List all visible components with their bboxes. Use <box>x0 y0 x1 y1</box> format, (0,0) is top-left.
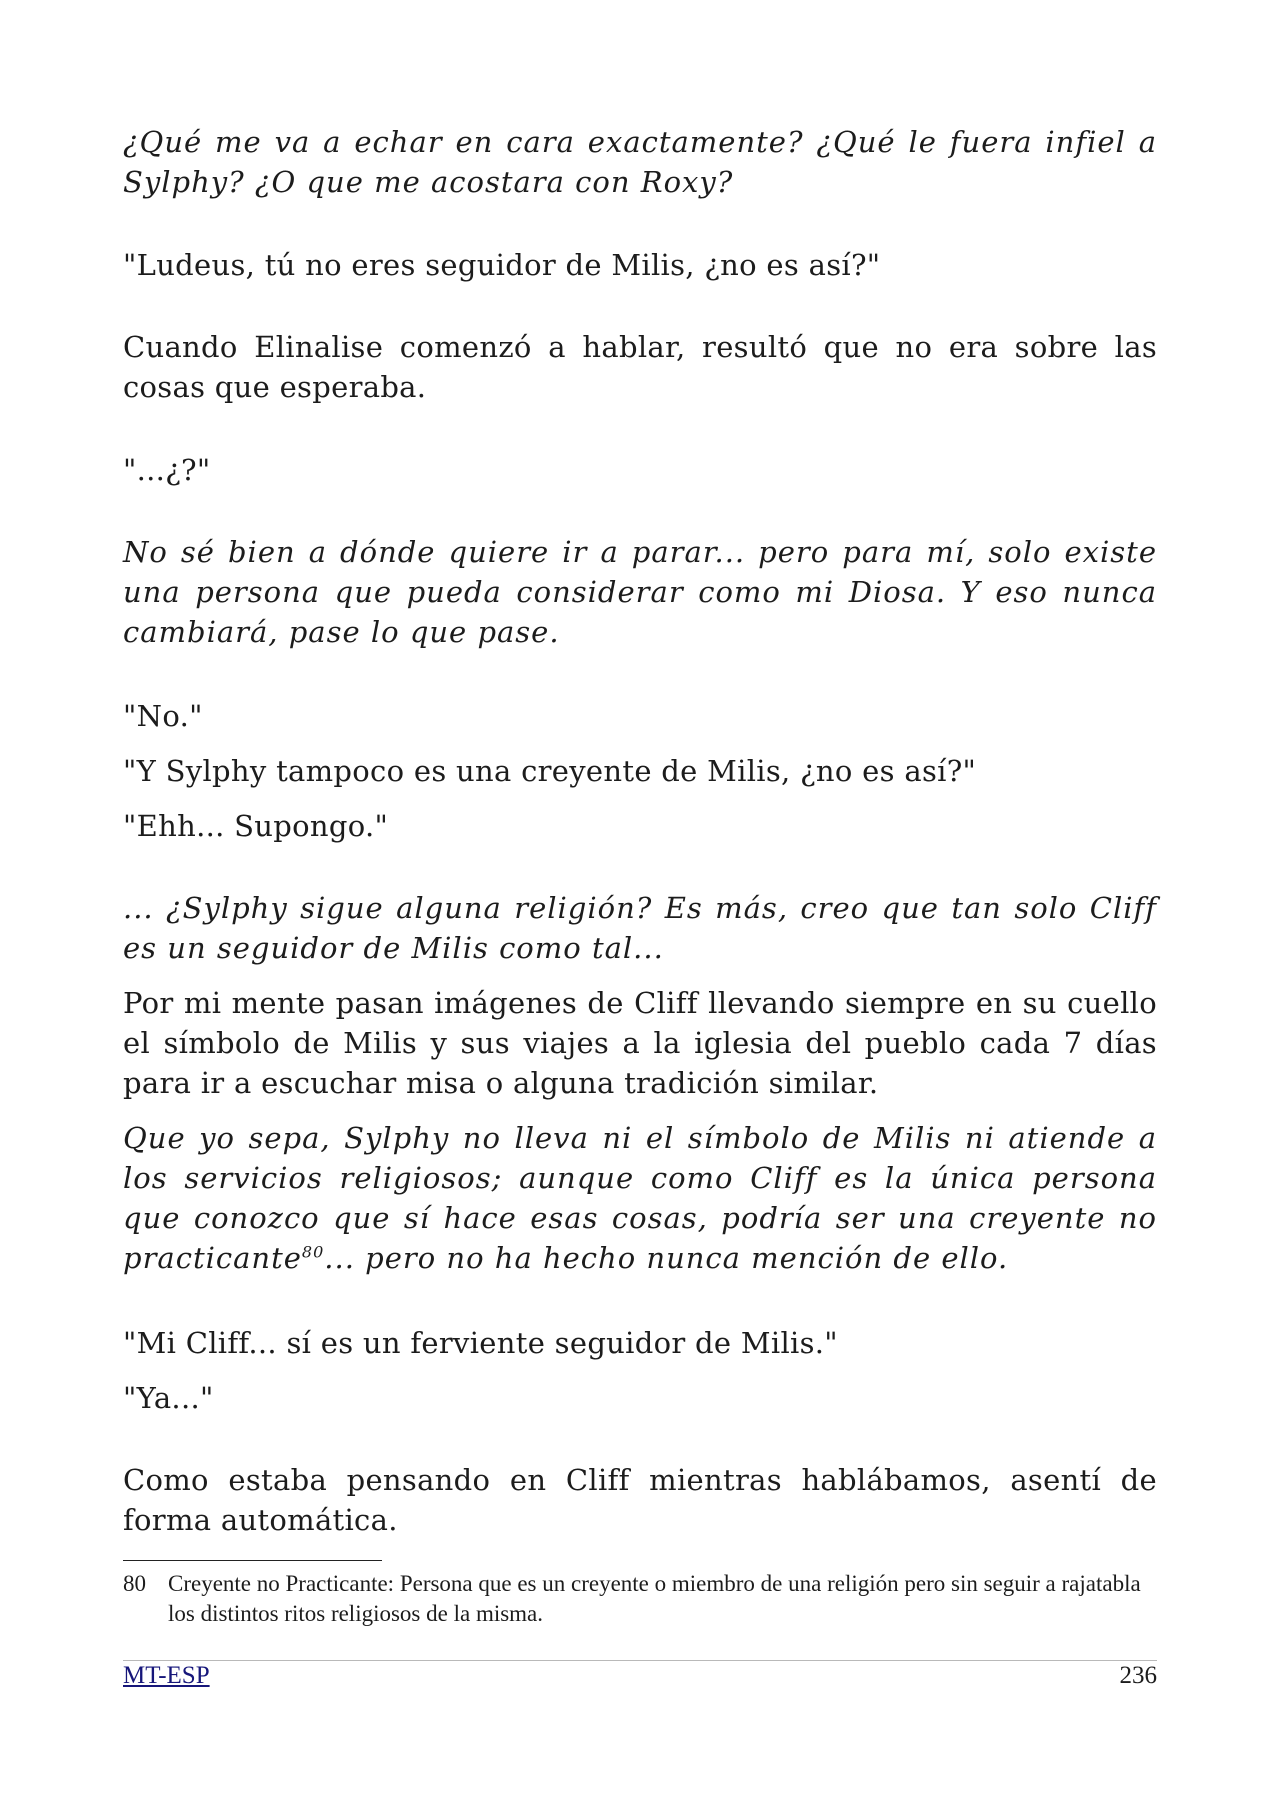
footer-link[interactable]: MT-ESP <box>123 1662 210 1689</box>
thought-text: Que yo sepa, Sylphy no lleva ni el símbolo de Milis ni atiende a los servicios religiosos; aunque como Cliff es la única persona que conozco que sí hace esas cosas, podría ser una creyente no practicante <box>123 1121 1157 1275</box>
thought-paragraph: ... ¿Sylphy sigue alguna religión? Es más, creo que tan solo Cliff es un seguidor de Milis como tal... <box>123 891 1157 965</box>
thought-text-continued: ... pero no ha hecho nunca mención de ello. <box>324 1241 1009 1275</box>
narration-paragraph: Cuando Elinalise comenzó a hablar, resultó que no era sobre las cosas que esperaba. <box>123 330 1157 404</box>
footnote <box>123 1569 1157 1629</box>
footnote-text: Creyente no Practicante: Persona que es un creyente o miembro de una religión pero sin seguir a rajatabla los distintos ritos religiosos de la misma. <box>168 1571 1141 1626</box>
page-number: 236 <box>1119 1662 1157 1689</box>
footer-divider <box>123 1660 1157 1661</box>
dialogue-line: "Ludeus, tú no eres seguidor de Milis, ¿no es así?" <box>123 248 881 282</box>
footnote-number: 80 <box>123 1571 146 1596</box>
thought-paragraph: No sé bien a dónde quiere ir a parar... pero para mí, solo existe una persona que pueda considerar como mi Diosa. Y eso nunca cambiará, pase lo que pase. <box>123 535 1157 649</box>
thought-paragraph: ¿Qué me va a echar en cara exactamente? ¿Qué le fuera infiel a Sylphy? ¿O que me acostara con Roxy? <box>123 125 1157 199</box>
dialogue-line: "Ya..." <box>123 1381 214 1415</box>
footnote-reference[interactable]: 80 <box>301 1242 325 1262</box>
dialogue-line: "Mi Cliff... sí es un ferviente seguidor de Milis." <box>123 1326 838 1360</box>
dialogue-line: "No." <box>123 699 203 733</box>
narration-paragraph: Como estaba pensando en Cliff mientras hablábamos, asentí de forma automática. <box>123 1463 1157 1537</box>
dialogue-line: "Ehh... Supongo." <box>123 809 389 843</box>
footnote-separator <box>123 1560 382 1561</box>
dialogue-line: "...¿?" <box>123 453 211 487</box>
narration-paragraph: Por mi mente pasan imágenes de Cliff llevando siempre en su cuello el símbolo de Milis y sus viajes a la iglesia del pueblo cada 7 días para ir a escuchar misa o alguna tradición similar. <box>123 986 1157 1100</box>
thought-paragraph <box>123 1118 1157 1278</box>
dialogue-line: "Y Sylphy tampoco es una creyente de Milis, ¿no es así?" <box>123 754 977 788</box>
